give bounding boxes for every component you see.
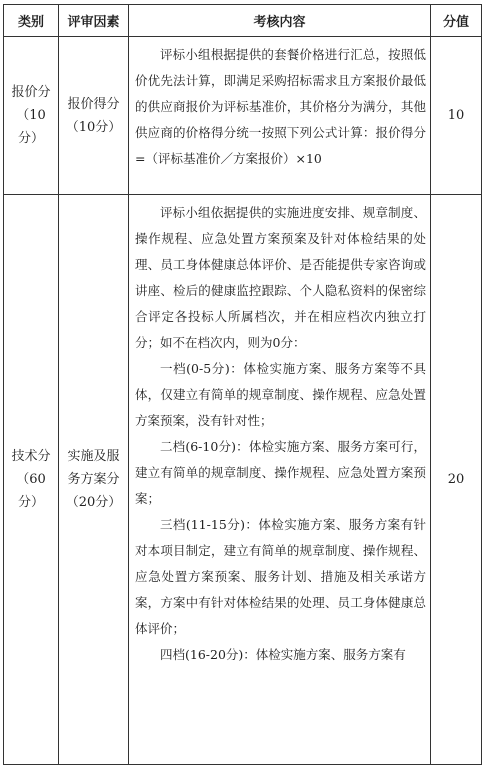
content-paragraph: 四档(16-20分)：体检实施方案、服务方案有: [160, 647, 406, 662]
category-line: 报价分: [11, 85, 51, 100]
scoring-table: [3, 4, 482, 765]
table-row: [4, 37, 482, 195]
category-cell: [4, 195, 59, 765]
factor-line: 务方案分: [67, 472, 120, 487]
factor-line: （20分）: [65, 495, 122, 510]
category-line: 分）: [17, 131, 44, 146]
content-paragraph: 评标小组依据提供的实施进度安排、规章制度、操作规程、应急处置方案预案及针对体检结果的处理、员工身体健康总体评价、是否能提供专家咨询或讲座、检后的健康监控跟踪、个人隐私资料的保密综合评定各投标人所属档次，并在相应档次内独立打分；如不在档次内，则为0分：: [135, 205, 426, 350]
category-line: 技术分: [11, 449, 51, 464]
category-line: （60: [16, 472, 46, 487]
content-cell: [129, 37, 431, 195]
header-factor: 评审因素: [59, 5, 129, 37]
category-line: 分）: [17, 495, 44, 510]
content-paragraph: 一档(0-5分)：体检实施方案、服务方案等不具体，仅建立有简单的规章制度、操作规程、应急处置方案预案，没有针对性；: [135, 361, 426, 428]
score-cell: 20: [431, 195, 482, 765]
factor-line: 报价得分: [67, 96, 120, 112]
score-cell: 10: [431, 37, 482, 195]
content-cell: [129, 195, 431, 765]
content-paragraph: 三档(11-15分)：体检实施方案、服务方案有针对本项目制定，建立有简单的规章制度、操作规程、应急处置方案预案、服务计划、措施及相关承诺方案，方案中有针对体检结果的处理、员工身体健康总体评价；: [135, 517, 426, 636]
header-category: 类别: [4, 5, 59, 37]
category-cell: [4, 37, 59, 195]
factor-cell: [59, 195, 129, 765]
content-paragraph: 二档(6-10分)：体检实施方案、服务方案可行，建立有简单的规章制度、操作规程、应急处置方案预案；: [135, 439, 426, 506]
factor-line: 实施及服: [67, 449, 120, 464]
table-header-row: [4, 5, 482, 37]
header-content: 考核内容: [129, 5, 431, 37]
factor-line: （10分）: [65, 119, 122, 135]
category-line: （10: [16, 108, 46, 123]
header-score: 分值: [431, 5, 482, 37]
factor-cell: [59, 37, 129, 195]
table-row: [4, 195, 482, 765]
content-paragraph: 评标小组根据提供的套餐价格进行汇总，按照低价优先法计算，即满足采购招标需求且方案报价最低的供应商报价为评标基准价，其价格分为满分，其他供应商的价格得分统一按照下列公式计算：报价得分=（评标基准价／方案报价）×10: [135, 47, 426, 166]
